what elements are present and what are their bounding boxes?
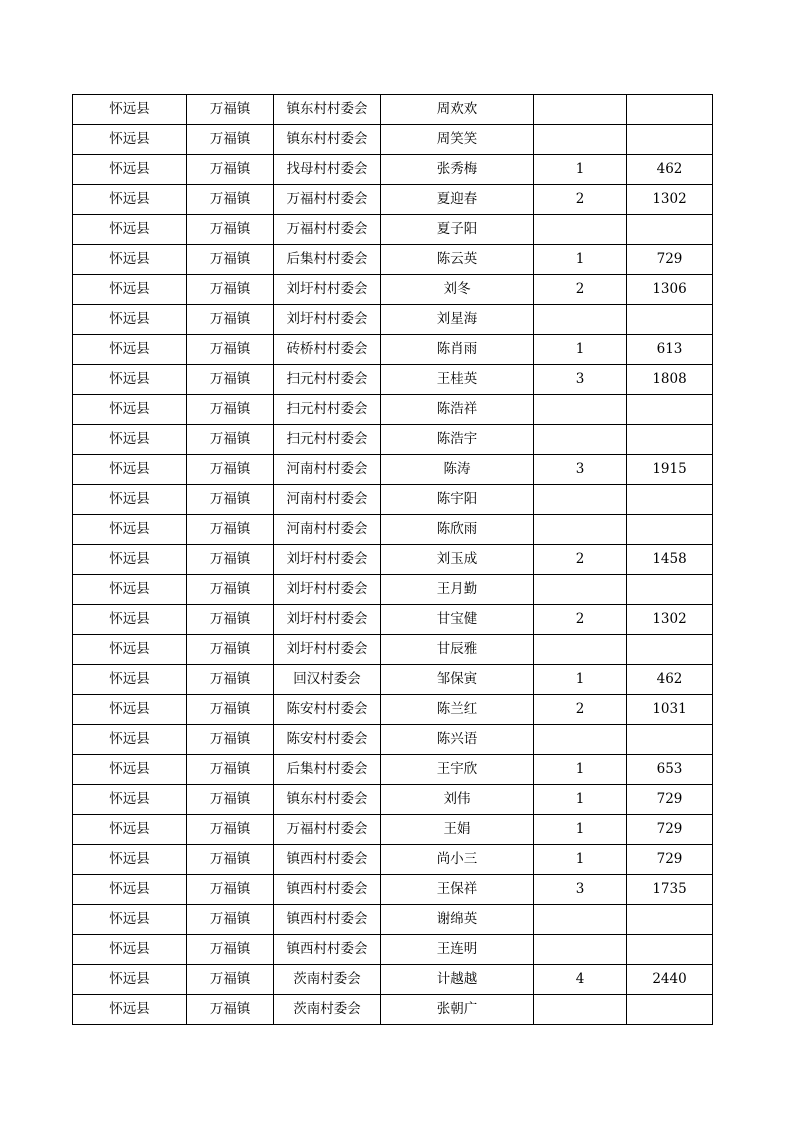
- table-row: [73, 425, 713, 455]
- town-cell: 万福镇: [187, 995, 274, 1025]
- town-cell: 万福镇: [187, 965, 274, 995]
- village-committee-cell: 万福村村委会: [274, 185, 381, 215]
- name-cell: 王宇欣: [381, 755, 534, 785]
- household-size-cell: [534, 935, 627, 965]
- amount-cell: 729: [627, 815, 713, 845]
- table-row: [73, 665, 713, 695]
- amount-cell: [627, 305, 713, 335]
- amount-cell: [627, 215, 713, 245]
- household-size-cell: 1: [534, 845, 627, 875]
- name-cell: 王保祥: [381, 875, 534, 905]
- name-cell: 周笑笑: [381, 125, 534, 155]
- table-row: [73, 305, 713, 335]
- household-size-cell: [534, 305, 627, 335]
- village-committee-cell: 找母村村委会: [274, 155, 381, 185]
- amount-cell: 729: [627, 245, 713, 275]
- household-size-cell: [534, 635, 627, 665]
- name-cell: 陈欣雨: [381, 515, 534, 545]
- table-row: [73, 125, 713, 155]
- amount-cell: [627, 575, 713, 605]
- household-size-cell: [534, 395, 627, 425]
- household-size-cell: 1: [534, 155, 627, 185]
- amount-cell: [627, 995, 713, 1025]
- table-row: [73, 965, 713, 995]
- amount-cell: 729: [627, 845, 713, 875]
- amount-cell: [627, 905, 713, 935]
- village-committee-cell: 河南村村委会: [274, 485, 381, 515]
- town-cell: 万福镇: [187, 215, 274, 245]
- name-cell: 邹保寅: [381, 665, 534, 695]
- name-cell: 陈浩祥: [381, 395, 534, 425]
- amount-cell: [627, 635, 713, 665]
- name-cell: 王连明: [381, 935, 534, 965]
- village-committee-cell: 刘圩村村委会: [274, 635, 381, 665]
- amount-cell: 462: [627, 155, 713, 185]
- household-size-cell: 3: [534, 455, 627, 485]
- county-cell: 怀远县: [73, 545, 187, 575]
- table-row: [73, 185, 713, 215]
- village-committee-cell: 刘圩村村委会: [274, 545, 381, 575]
- table-row: [73, 515, 713, 545]
- household-size-cell: [534, 725, 627, 755]
- town-cell: 万福镇: [187, 875, 274, 905]
- village-committee-cell: 后集村村委会: [274, 755, 381, 785]
- records-table: [72, 94, 713, 1025]
- amount-cell: 1808: [627, 365, 713, 395]
- household-size-cell: 1: [534, 785, 627, 815]
- county-cell: 怀远县: [73, 485, 187, 515]
- records-table-body: [73, 95, 713, 1025]
- town-cell: 万福镇: [187, 365, 274, 395]
- name-cell: 夏迎春: [381, 185, 534, 215]
- village-committee-cell: 刘圩村村委会: [274, 305, 381, 335]
- village-committee-cell: 万福村村委会: [274, 215, 381, 245]
- table-row: [73, 935, 713, 965]
- town-cell: 万福镇: [187, 125, 274, 155]
- table-row: [73, 905, 713, 935]
- name-cell: 刘伟: [381, 785, 534, 815]
- amount-cell: [627, 485, 713, 515]
- village-committee-cell: 镇西村村委会: [274, 905, 381, 935]
- name-cell: 夏子阳: [381, 215, 534, 245]
- name-cell: 刘星海: [381, 305, 534, 335]
- village-committee-cell: 镇西村村委会: [274, 875, 381, 905]
- household-size-cell: [534, 485, 627, 515]
- village-committee-cell: 刘圩村村委会: [274, 575, 381, 605]
- village-committee-cell: 镇东村村委会: [274, 125, 381, 155]
- household-size-cell: [534, 995, 627, 1025]
- name-cell: 陈肖雨: [381, 335, 534, 365]
- household-size-cell: [534, 515, 627, 545]
- table-row: [73, 635, 713, 665]
- household-size-cell: [534, 905, 627, 935]
- amount-cell: 1458: [627, 545, 713, 575]
- town-cell: 万福镇: [187, 335, 274, 365]
- county-cell: 怀远县: [73, 995, 187, 1025]
- village-committee-cell: 回汉村委会: [274, 665, 381, 695]
- name-cell: 谢绵英: [381, 905, 534, 935]
- household-size-cell: 1: [534, 335, 627, 365]
- household-size-cell: 3: [534, 365, 627, 395]
- household-size-cell: 2: [534, 545, 627, 575]
- village-committee-cell: 陈安村村委会: [274, 695, 381, 725]
- table-row: [73, 455, 713, 485]
- village-committee-cell: 镇西村村委会: [274, 935, 381, 965]
- town-cell: 万福镇: [187, 455, 274, 485]
- village-committee-cell: 扫元村村委会: [274, 395, 381, 425]
- amount-cell: 653: [627, 755, 713, 785]
- town-cell: 万福镇: [187, 245, 274, 275]
- table-row: [73, 845, 713, 875]
- village-committee-cell: 镇东村村委会: [274, 785, 381, 815]
- town-cell: 万福镇: [187, 815, 274, 845]
- name-cell: 王月勤: [381, 575, 534, 605]
- town-cell: 万福镇: [187, 905, 274, 935]
- village-committee-cell: 河南村村委会: [274, 515, 381, 545]
- village-committee-cell: 河南村村委会: [274, 455, 381, 485]
- name-cell: 周欢欢: [381, 95, 534, 125]
- village-committee-cell: 后集村村委会: [274, 245, 381, 275]
- county-cell: 怀远县: [73, 395, 187, 425]
- table-row: [73, 755, 713, 785]
- table-row: [73, 695, 713, 725]
- amount-cell: 613: [627, 335, 713, 365]
- table-row: [73, 245, 713, 275]
- town-cell: 万福镇: [187, 95, 274, 125]
- county-cell: 怀远县: [73, 125, 187, 155]
- table-row: [73, 995, 713, 1025]
- town-cell: 万福镇: [187, 275, 274, 305]
- county-cell: 怀远县: [73, 575, 187, 605]
- household-size-cell: 3: [534, 875, 627, 905]
- household-size-cell: 1: [534, 815, 627, 845]
- household-size-cell: [534, 215, 627, 245]
- name-cell: 陈云英: [381, 245, 534, 275]
- amount-cell: [627, 95, 713, 125]
- household-size-cell: 4: [534, 965, 627, 995]
- village-committee-cell: 镇东村村委会: [274, 95, 381, 125]
- name-cell: 刘冬: [381, 275, 534, 305]
- town-cell: 万福镇: [187, 425, 274, 455]
- name-cell: 计越越: [381, 965, 534, 995]
- household-size-cell: [534, 125, 627, 155]
- household-size-cell: [534, 425, 627, 455]
- town-cell: 万福镇: [187, 725, 274, 755]
- town-cell: 万福镇: [187, 665, 274, 695]
- table-row: [73, 815, 713, 845]
- table-row: [73, 875, 713, 905]
- village-committee-cell: 扫元村村委会: [274, 365, 381, 395]
- amount-cell: [627, 725, 713, 755]
- table-row: [73, 275, 713, 305]
- table-row: [73, 575, 713, 605]
- name-cell: 张朝广: [381, 995, 534, 1025]
- amount-cell: [627, 125, 713, 155]
- amount-cell: 1302: [627, 605, 713, 635]
- county-cell: 怀远县: [73, 845, 187, 875]
- county-cell: 怀远县: [73, 275, 187, 305]
- household-size-cell: 2: [534, 605, 627, 635]
- county-cell: 怀远县: [73, 875, 187, 905]
- household-size-cell: 2: [534, 275, 627, 305]
- household-size-cell: 2: [534, 185, 627, 215]
- name-cell: 陈兴语: [381, 725, 534, 755]
- town-cell: 万福镇: [187, 305, 274, 335]
- table-row: [73, 395, 713, 425]
- county-cell: 怀远县: [73, 635, 187, 665]
- table-row: [73, 545, 713, 575]
- town-cell: 万福镇: [187, 785, 274, 815]
- table-row: [73, 725, 713, 755]
- town-cell: 万福镇: [187, 695, 274, 725]
- name-cell: 陈浩宇: [381, 425, 534, 455]
- town-cell: 万福镇: [187, 485, 274, 515]
- town-cell: 万福镇: [187, 755, 274, 785]
- town-cell: 万福镇: [187, 935, 274, 965]
- name-cell: 甘宝健: [381, 605, 534, 635]
- amount-cell: 462: [627, 665, 713, 695]
- table-row: [73, 485, 713, 515]
- county-cell: 怀远县: [73, 245, 187, 275]
- village-committee-cell: 茨南村委会: [274, 965, 381, 995]
- name-cell: 陈涛: [381, 455, 534, 485]
- town-cell: 万福镇: [187, 545, 274, 575]
- name-cell: 刘玉成: [381, 545, 534, 575]
- amount-cell: [627, 395, 713, 425]
- county-cell: 怀远县: [73, 455, 187, 485]
- village-committee-cell: 镇西村村委会: [274, 845, 381, 875]
- county-cell: 怀远县: [73, 605, 187, 635]
- county-cell: 怀远县: [73, 815, 187, 845]
- town-cell: 万福镇: [187, 185, 274, 215]
- name-cell: 王桂英: [381, 365, 534, 395]
- town-cell: 万福镇: [187, 515, 274, 545]
- county-cell: 怀远县: [73, 215, 187, 245]
- town-cell: 万福镇: [187, 155, 274, 185]
- household-size-cell: 1: [534, 755, 627, 785]
- county-cell: 怀远县: [73, 185, 187, 215]
- table-row: [73, 335, 713, 365]
- village-committee-cell: 万福村村委会: [274, 815, 381, 845]
- county-cell: 怀远县: [73, 365, 187, 395]
- village-committee-cell: 陈安村村委会: [274, 725, 381, 755]
- household-size-cell: [534, 575, 627, 605]
- table-row: [73, 365, 713, 395]
- amount-cell: 2440: [627, 965, 713, 995]
- village-committee-cell: 扫元村村委会: [274, 425, 381, 455]
- amount-cell: [627, 515, 713, 545]
- county-cell: 怀远县: [73, 425, 187, 455]
- county-cell: 怀远县: [73, 155, 187, 185]
- county-cell: 怀远县: [73, 785, 187, 815]
- table-row: [73, 155, 713, 185]
- name-cell: 尚小三: [381, 845, 534, 875]
- amount-cell: [627, 425, 713, 455]
- village-committee-cell: 茨南村委会: [274, 995, 381, 1025]
- county-cell: 怀远县: [73, 335, 187, 365]
- county-cell: 怀远县: [73, 935, 187, 965]
- household-size-cell: [534, 95, 627, 125]
- amount-cell: [627, 935, 713, 965]
- county-cell: 怀远县: [73, 965, 187, 995]
- county-cell: 怀远县: [73, 515, 187, 545]
- town-cell: 万福镇: [187, 575, 274, 605]
- county-cell: 怀远县: [73, 305, 187, 335]
- amount-cell: 1735: [627, 875, 713, 905]
- county-cell: 怀远县: [73, 725, 187, 755]
- village-committee-cell: 刘圩村村委会: [274, 275, 381, 305]
- table-row: [73, 215, 713, 245]
- table-row: [73, 605, 713, 635]
- household-size-cell: 1: [534, 665, 627, 695]
- town-cell: 万福镇: [187, 635, 274, 665]
- county-cell: 怀远县: [73, 665, 187, 695]
- name-cell: 陈兰红: [381, 695, 534, 725]
- amount-cell: 1915: [627, 455, 713, 485]
- amount-cell: 1306: [627, 275, 713, 305]
- county-cell: 怀远县: [73, 755, 187, 785]
- name-cell: 陈宇阳: [381, 485, 534, 515]
- county-cell: 怀远县: [73, 905, 187, 935]
- name-cell: 王娟: [381, 815, 534, 845]
- county-cell: 怀远县: [73, 95, 187, 125]
- town-cell: 万福镇: [187, 605, 274, 635]
- amount-cell: 1302: [627, 185, 713, 215]
- name-cell: 甘辰雅: [381, 635, 534, 665]
- household-size-cell: 2: [534, 695, 627, 725]
- amount-cell: 729: [627, 785, 713, 815]
- town-cell: 万福镇: [187, 845, 274, 875]
- village-committee-cell: 砖桥村村委会: [274, 335, 381, 365]
- table-row: [73, 95, 713, 125]
- household-size-cell: 1: [534, 245, 627, 275]
- town-cell: 万福镇: [187, 395, 274, 425]
- village-committee-cell: 刘圩村村委会: [274, 605, 381, 635]
- name-cell: 张秀梅: [381, 155, 534, 185]
- county-cell: 怀远县: [73, 695, 187, 725]
- amount-cell: 1031: [627, 695, 713, 725]
- table-row: [73, 785, 713, 815]
